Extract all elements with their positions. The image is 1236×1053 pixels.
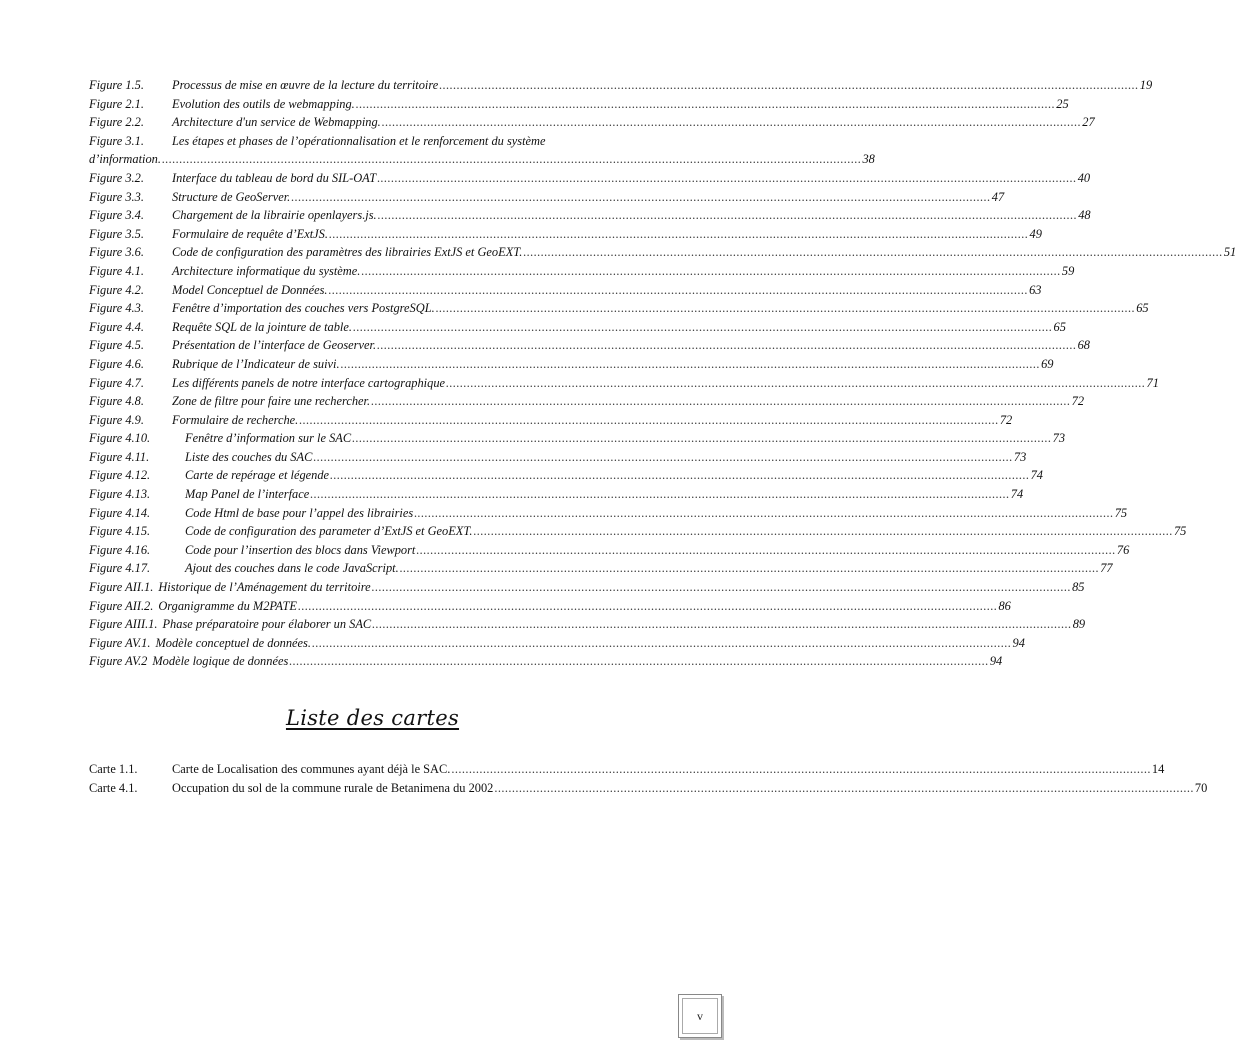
entry-number: Figure AV.2 xyxy=(89,654,148,669)
dot-leader xyxy=(352,429,1052,448)
entry-title: Liste des couches du SAC xyxy=(185,449,313,464)
entry-title: Les étapes et phases de l’opérationnalisation et le renforcement du système xyxy=(172,133,546,148)
toc-entry[interactable] xyxy=(89,541,1130,560)
entry-number: Figure 4.14. xyxy=(89,505,151,520)
entry-title: Historique de l’Aménagement du territoire xyxy=(158,580,371,595)
entry-page: 68 xyxy=(1077,338,1090,353)
entry-number: Carte 4.1. xyxy=(89,780,138,795)
list-of-maps xyxy=(89,760,1208,797)
entry-page: 27 xyxy=(1082,115,1095,130)
dot-leader xyxy=(371,392,1071,411)
dot-leader xyxy=(289,652,989,671)
toc-entry[interactable] xyxy=(89,504,1128,523)
entry-number: Figure 4.8. xyxy=(89,394,144,409)
toc-entry[interactable] xyxy=(89,355,1054,374)
dot-leader xyxy=(473,522,1173,541)
entry-number: Figure 4.1. xyxy=(89,263,144,278)
toc-entry[interactable] xyxy=(89,522,1187,541)
toc-entry[interactable] xyxy=(89,336,1090,355)
dot-leader xyxy=(298,597,998,616)
dot-leader xyxy=(436,299,1136,318)
entry-title: Code Html de base pour l’appel des librairies xyxy=(185,505,414,520)
entry-number: Figure 1.5. xyxy=(89,78,144,92)
entry-title: Structure de GeoServer. xyxy=(172,189,291,204)
entry-number: Figure 4.4. xyxy=(89,319,144,334)
toc-entry[interactable] xyxy=(89,411,1013,430)
entry-page: 71 xyxy=(1146,375,1159,390)
dot-leader xyxy=(361,262,1061,281)
dot-leader xyxy=(329,281,1029,300)
entry-page: 72 xyxy=(999,412,1013,427)
entry-number: Figure 3.4. xyxy=(89,208,144,223)
toc-entry[interactable] xyxy=(89,466,1043,485)
dot-leader xyxy=(312,634,1012,653)
entry-page: 74 xyxy=(1030,468,1043,483)
entry-number: Figure 4.17. xyxy=(89,561,151,576)
dot-leader xyxy=(414,504,1114,523)
entry-page: 49 xyxy=(1029,226,1042,241)
toc-entry[interactable] xyxy=(89,559,1113,578)
entry-page: 73 xyxy=(1052,431,1066,446)
entry-title: Carte de Localisation des communes ayant déjà le SAC. xyxy=(172,762,451,776)
page-number-box xyxy=(678,994,722,1038)
entry-title: Modèle conceptuel de données. xyxy=(155,635,311,650)
toc-entry[interactable] xyxy=(89,615,1086,634)
entry-title: Fenêtre d’information sur le SAC xyxy=(185,431,352,446)
dot-leader xyxy=(330,466,1030,485)
entry-title: Map Panel de l’interface xyxy=(185,487,310,502)
entry-page: 40 xyxy=(1077,170,1091,185)
entry-title: Processus de mise en œuvre de la lecture du territoire xyxy=(172,78,439,92)
entry-page: 65 xyxy=(1053,319,1066,334)
entry-page: 75 xyxy=(1173,524,1187,539)
entry-title: Architecture d'un service de Webmapping. xyxy=(172,115,381,130)
dot-leader xyxy=(341,355,1041,374)
entry-title: Requête SQL de la jointure de table. xyxy=(172,319,352,334)
dot-leader xyxy=(446,374,1146,393)
entry-page: 75 xyxy=(1114,505,1128,520)
toc-entry-continuation[interactable] xyxy=(89,150,875,169)
entry-page: 94 xyxy=(989,654,1003,669)
toc-entry[interactable] xyxy=(89,374,1159,393)
entry-title: Code de configuration des parameter d’ExtJS et GeoEXT. xyxy=(185,524,473,539)
entry-number: Figure 2.1. xyxy=(89,96,144,111)
entry-title: Code de configuration des paramètres des librairies ExtJS et GeoEXT. xyxy=(172,245,523,260)
toc-entry[interactable] xyxy=(89,597,1011,616)
dot-leader xyxy=(162,150,862,169)
toc-entry[interactable] xyxy=(89,188,1005,207)
toc-entry[interactable] xyxy=(89,760,1165,779)
toc-entry[interactable] xyxy=(89,652,1003,671)
entry-title: Modèle logique de données xyxy=(152,654,289,669)
entry-page: 85 xyxy=(1072,580,1085,595)
dot-leader xyxy=(372,578,1072,597)
dot-leader xyxy=(310,485,1010,504)
entry-page: 77 xyxy=(1100,561,1113,576)
entry-title: Présentation de l’interface de Geoserver. xyxy=(172,338,377,353)
toc-entry[interactable] xyxy=(89,95,1069,114)
toc-entry[interactable] xyxy=(89,318,1066,337)
entry-title: Occupation du sol de la commune rurale de Betanimena du 2002 xyxy=(172,780,494,795)
dot-leader xyxy=(353,318,1053,337)
entry-number: Figure 3.2. xyxy=(89,170,144,185)
entry-page: 19 xyxy=(1139,78,1153,92)
dot-leader xyxy=(313,448,1013,467)
dot-leader xyxy=(416,541,1116,560)
entry-title: Zone de filtre pour faire une rechercher. xyxy=(172,394,371,409)
entry-page: 73 xyxy=(1013,449,1027,464)
dot-leader xyxy=(329,225,1029,244)
dot-leader xyxy=(382,113,1082,132)
entry-page: 86 xyxy=(998,598,1011,613)
entry-page: 94 xyxy=(1012,635,1025,650)
entry-number: Carte 1.1. xyxy=(89,762,138,776)
entry-number: Figure 4.12. xyxy=(89,468,151,483)
entry-page: 14 xyxy=(1151,762,1165,776)
dot-leader xyxy=(291,188,991,207)
entry-title: Code pour l’insertion des blocs dans Viewport xyxy=(185,542,416,557)
entry-number: Figure 4.5. xyxy=(89,338,144,353)
entry-title: Formulaire de recherche. xyxy=(172,412,299,427)
toc-entry[interactable] xyxy=(89,485,1024,504)
dot-leader xyxy=(439,76,1139,95)
entry-number: Figure 4.16. xyxy=(89,542,151,557)
dot-leader xyxy=(377,169,1077,188)
toc-entry[interactable] xyxy=(89,243,1236,262)
entry-page: 51 xyxy=(1223,245,1236,260)
entry-title: Architecture informatique du système. xyxy=(172,263,361,278)
entry-number: Figure 4.9. xyxy=(89,412,144,427)
entry-number: Figure 4.3. xyxy=(89,301,144,316)
entry-number: Figure 4.10. xyxy=(89,431,151,446)
entry-title: Formulaire de requête d’ExtJS. xyxy=(172,226,328,241)
toc-entry[interactable] xyxy=(89,578,1085,597)
entry-title: Evolution des outils de webmapping. xyxy=(172,96,355,111)
entry-number: Figure 4.6. xyxy=(89,356,144,371)
entry-number: Figure 3.3. xyxy=(89,189,144,204)
dot-leader xyxy=(356,95,1056,114)
entry-number: Figure AIII.1. xyxy=(89,617,158,632)
entry-page: 69 xyxy=(1041,356,1054,371)
entry-page: 65 xyxy=(1136,301,1149,316)
entry-title: Organigramme du M2PATE xyxy=(158,598,297,613)
dot-leader xyxy=(372,615,1072,634)
entry-title-continuation: d’information. xyxy=(89,152,161,167)
entry-title: Phase préparatoire pour élaborer un SAC xyxy=(162,617,372,632)
entry-title: Fenêtre d’importation des couches vers PostgreSQL. xyxy=(172,301,435,316)
toc-entry[interactable] xyxy=(89,281,1042,300)
entry-title: Chargement de la librairie openlayers.js. xyxy=(172,208,377,223)
toc-entry[interactable] xyxy=(89,113,1095,132)
entry-title: Carte de repérage et légende xyxy=(185,468,330,483)
toc-entry[interactable] xyxy=(89,262,1075,281)
toc-entry[interactable] xyxy=(89,225,1042,244)
entry-number: Figure 4.11. xyxy=(89,449,150,464)
entry-page: 47 xyxy=(991,189,1005,204)
entry-number: Figure AII.2. xyxy=(89,598,154,613)
entry-page: 63 xyxy=(1029,282,1042,297)
dot-leader xyxy=(299,411,999,430)
entry-page: 70 xyxy=(1194,780,1208,795)
toc-entry[interactable] xyxy=(89,206,1091,225)
entry-number: Figure AII.1. xyxy=(89,580,154,595)
section-title-cartes: Liste des cartes xyxy=(285,706,460,730)
list-of-figures xyxy=(89,76,1236,671)
toc-entry[interactable] xyxy=(89,76,1153,95)
entry-page: 89 xyxy=(1072,617,1086,632)
entry-page: 74 xyxy=(1010,487,1024,502)
dot-leader xyxy=(451,760,1151,779)
entry-title: Model Conceptuel de Données. xyxy=(172,282,328,297)
toc-entry[interactable] xyxy=(89,299,1149,318)
toc-entry[interactable] xyxy=(89,392,1085,411)
entry-title: Ajout des couches dans le code JavaScript. xyxy=(185,561,399,576)
toc-entry[interactable] xyxy=(89,779,1208,798)
toc-entry[interactable] xyxy=(89,169,1091,188)
entry-title: Les différents panels de notre interface cartographique xyxy=(172,375,446,390)
entry-number: Figure 4.7. xyxy=(89,375,144,390)
entry-number: Figure AV.1. xyxy=(89,635,151,650)
toc-entry[interactable] xyxy=(89,448,1027,467)
entry-number: Figure 4.13. xyxy=(89,487,151,502)
entry-page: 76 xyxy=(1116,542,1130,557)
entry-page: 38 xyxy=(862,152,875,167)
toc-entry[interactable] xyxy=(89,132,657,151)
entry-number: Figure 4.2. xyxy=(89,282,144,297)
dot-leader xyxy=(377,336,1077,355)
page-number: v xyxy=(697,1008,703,1023)
dot-leader xyxy=(523,243,1223,262)
entry-number: Figure 2.2. xyxy=(89,115,144,130)
entry-page: 72 xyxy=(1071,394,1085,409)
entry-title: Rubrique de l’Indicateur de suivi. xyxy=(172,356,340,371)
entry-page: 59 xyxy=(1061,263,1075,278)
entry-number: Figure 3.6. xyxy=(89,245,144,260)
entry-title: Interface du tableau de bord du SIL-OAT xyxy=(172,170,377,185)
toc-entry[interactable] xyxy=(89,634,1025,653)
dot-leader xyxy=(494,779,1194,798)
entry-number: Figure 3.1. xyxy=(89,133,144,148)
dot-leader xyxy=(378,206,1078,225)
entry-page: 25 xyxy=(1056,96,1069,111)
toc-entry[interactable] xyxy=(89,429,1066,448)
entry-page: 48 xyxy=(1078,208,1091,223)
entry-number: Figure 3.5. xyxy=(89,226,144,241)
entry-number: Figure 4.15. xyxy=(89,524,151,539)
dot-leader xyxy=(400,559,1100,578)
